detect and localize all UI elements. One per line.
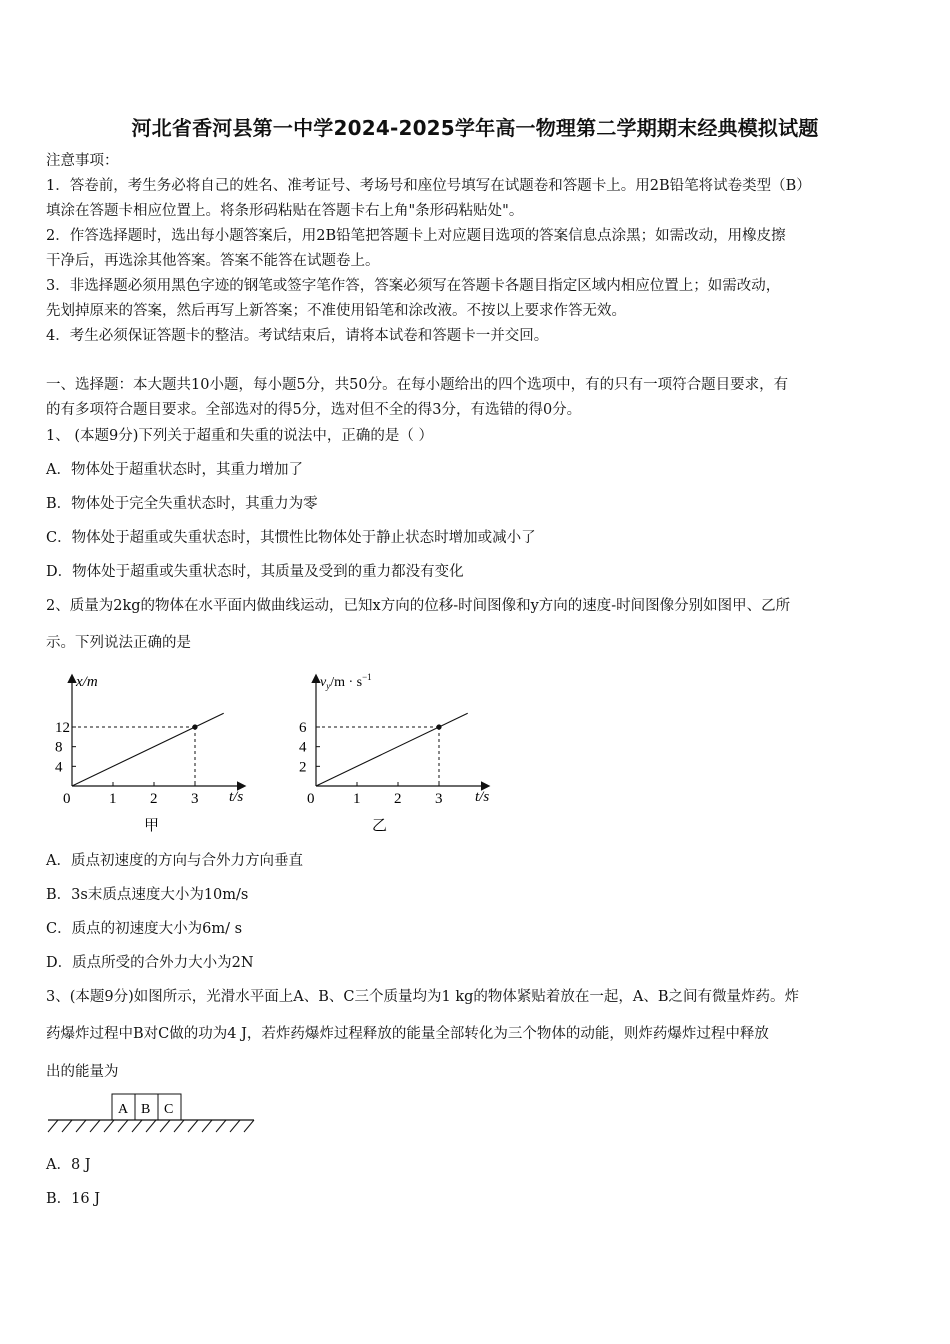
graph-b-caption: 乙	[372, 818, 388, 834]
q1-option-a: A．物体处于超重状态时，其重力增加了	[46, 462, 303, 478]
gb-ytick-label: 6	[299, 720, 307, 736]
section-intro-line-1: 一、选择题：本大题共10小题，每小题5分，共50分。在每小题给出的四个选项中，有的只有一项符合题目要求，有	[46, 377, 789, 393]
ga-ytick-label: 4	[55, 759, 63, 776]
ga-xtick-label: 1	[109, 791, 117, 807]
graph-a-xlabel: t/s	[229, 789, 244, 805]
ga-xtick-label: 3	[191, 791, 199, 807]
notice-line-4: 干净后，再选涂其他答案。答案不能答在试题卷上。	[46, 253, 380, 269]
graph-a-caption: 甲	[144, 818, 160, 834]
block-a-label: A	[118, 1102, 129, 1117]
q3-stem-line-3: 出的能量为	[46, 1064, 119, 1080]
ga-ytick-label: 12	[55, 720, 70, 736]
ga-xtick-label: 2	[150, 791, 158, 807]
graph-yi	[290, 668, 510, 838]
graph-b-point	[436, 724, 441, 729]
block-b-label: B	[141, 1102, 151, 1117]
q3-stem-line-1: 3、(本题9分)如图所示，光滑水平面上A、B、C三个质量均为1 kg的物体紧贴着放在一起，A、B之间有微量炸药。炸	[46, 989, 800, 1005]
q1-option-b: B．物体处于完全失重状态时，其重力为零	[46, 496, 318, 512]
graph-a-point	[192, 724, 197, 729]
notice-line-6: 先划掉原来的答案，然后再写上新答案；不准使用铅笔和涂改液。不按以上要求作答无效。	[46, 303, 626, 319]
graph-jia	[46, 668, 266, 838]
ga-xtick-label: 0	[63, 791, 71, 807]
q2-option-b: B．3s末质点速度大小为10m/s	[46, 887, 249, 903]
q1-stem: 1、 (本题9分)下列关于超重和失重的说法中，正确的是（ ）	[46, 428, 433, 444]
notice-line-3: 2．作答选择题时，选出每小题答案后，用2B铅笔把答题卡上对应题目选项的答案信息点涂黑；如需改动，用橡皮擦	[46, 228, 786, 244]
graph-a-ylabel: x/m	[76, 674, 98, 690]
graph-b-series-line	[316, 713, 468, 786]
gb-xtick-label: 0	[307, 791, 315, 807]
graph-b-xlabel: t/s	[475, 789, 490, 805]
q2-stem-line-1: 2、质量为2kg的物体在水平面内做曲线运动，已知x方向的位移-时间图像和y方向的速度-时间图像分别如图甲、乙所	[46, 598, 791, 614]
ground-hatching	[48, 1120, 254, 1132]
q2-option-d: D．质点所受的合外力大小为2N	[46, 955, 254, 971]
section-intro-line-2: 的有多项符合题目要求。全部选对的得5分，选对但不全的得3分，有选错的得0分。	[46, 402, 582, 418]
notice-line-7: 4．考生必须保证答题卡的整洁。考试结束后，请将本试卷和答题卡一并交回。	[46, 328, 549, 344]
gb-xtick-label: 2	[394, 791, 402, 807]
gb-ytick-label: 2	[299, 759, 307, 776]
block-c-label: C	[164, 1102, 174, 1117]
q1-option-c: C．物体处于超重或失重状态时，其惯性比物体处于静止状态时增加或减小了	[46, 530, 536, 546]
q1-option-d: D．物体处于超重或失重状态时，其质量及受到的重力都没有变化	[46, 564, 464, 580]
q2-stem-line-2: 示。下列说法正确的是	[46, 635, 191, 651]
q3-option-b: B．16 J	[46, 1191, 101, 1207]
q3-stem-line-2: 药爆炸过程中B对C做的功为4 J，若炸药爆炸过程释放的能量全部转化为三个物体的动能，则炸药爆炸过程中释放	[46, 1026, 769, 1042]
q2-option-c: C．质点的初速度大小为6m/ s	[46, 921, 243, 937]
notice-heading: 注意事项：	[46, 153, 119, 169]
q2-option-a: A．质点初速度的方向与合外力方向垂直	[46, 853, 303, 869]
blocks-figure	[46, 1092, 260, 1134]
gb-xtick-label: 1	[353, 791, 361, 807]
notice-line-5: 3．非选择题必须用黑色字迹的钢笔或签字笔作答，答案必须写在答题卡各题目指定区域内相应位置上；如需改动，	[46, 278, 781, 294]
ga-ytick-label: 8	[55, 739, 63, 756]
q3-option-a: A．8 J	[46, 1157, 91, 1173]
graph-a-series-line	[72, 713, 224, 786]
notice-line-1: 1．答卷前，考生务必将自己的姓名、准考证号、考场号和座位号填写在试题卷和答题卡上。用2B铅笔将试卷类型（B）	[46, 178, 811, 194]
exam-title: 河北省香河县第一中学2024-2025学年高一物理第二学期期末经典模拟试题	[131, 116, 819, 140]
gb-xtick-label: 3	[435, 791, 443, 807]
notice-line-2: 填涂在答题卡相应位置上。将条形码粘贴在答题卡右上角"条形码粘贴处"。	[46, 203, 524, 219]
graph-b-ylabel: $v_y/m \cdot s^{-1}$	[320, 672, 372, 691]
gb-ytick-label: 4	[299, 739, 307, 756]
